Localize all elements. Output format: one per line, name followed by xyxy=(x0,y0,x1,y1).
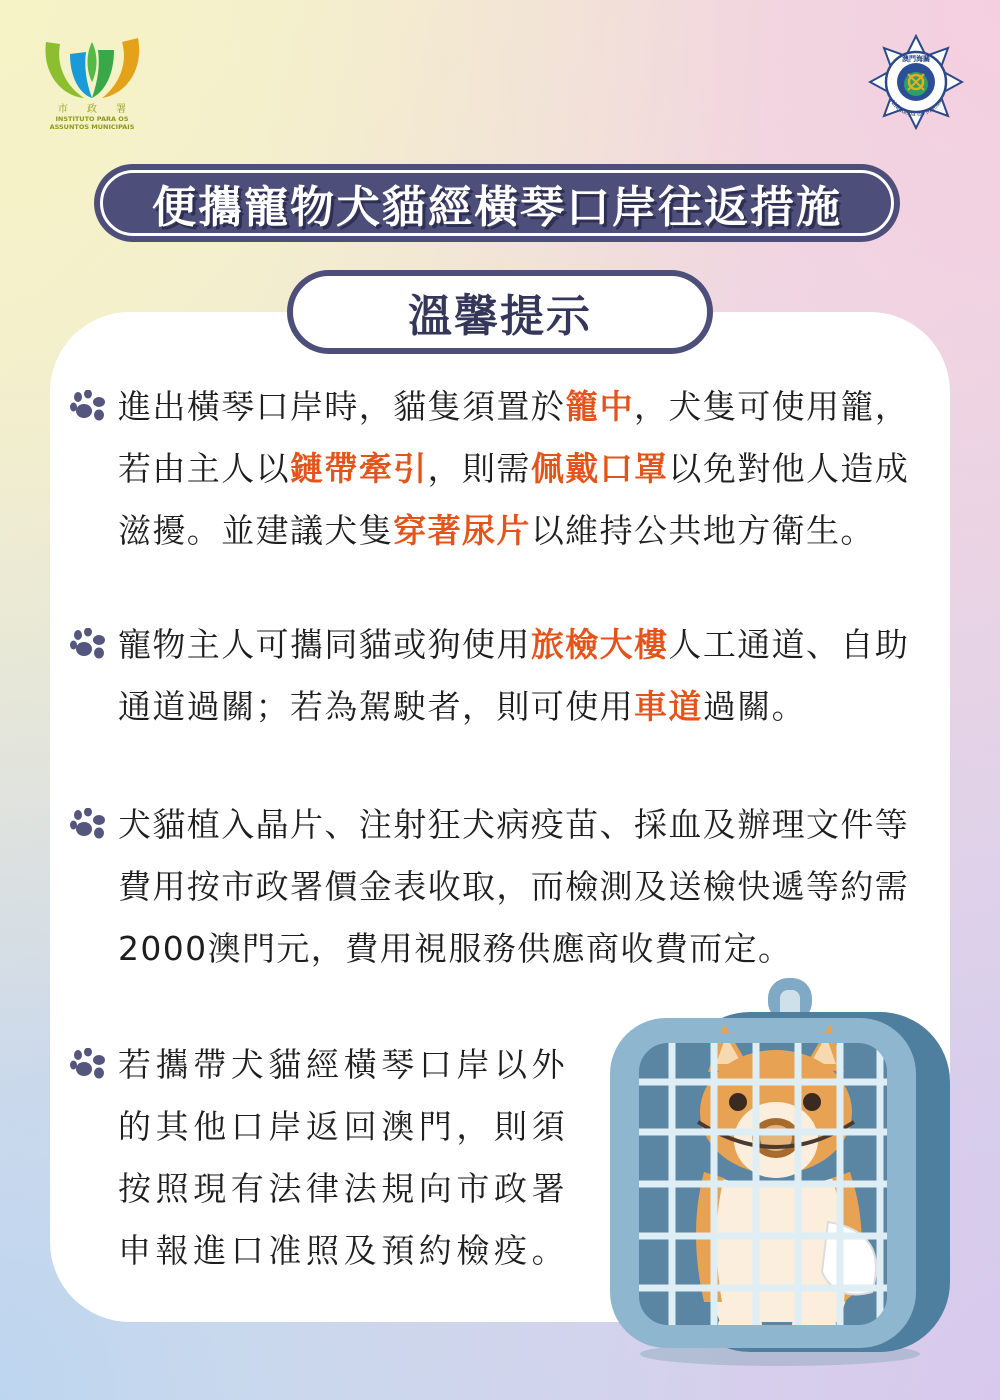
tip-line xyxy=(118,1034,569,1096)
page-title: 便攜寵物犬貓經橫琴口岸往返措施 xyxy=(152,182,842,233)
iam-emblem-icon xyxy=(40,34,144,104)
tip-text xyxy=(118,1034,569,1282)
highlighted-phrase: 車道 xyxy=(634,687,703,726)
paw-icon xyxy=(70,1048,106,1080)
tip-line xyxy=(118,1220,569,1282)
customs-name-chinese: 澳門海關 xyxy=(902,55,930,63)
customs-star-badge-icon xyxy=(868,34,964,130)
highlighted-phrase: 旅檢大樓 xyxy=(530,625,669,664)
text-run: ，則需 xyxy=(427,449,531,488)
text-run: 以維持公共地方衛生。 xyxy=(530,511,875,550)
highlighted-phrase: 佩戴口罩 xyxy=(530,449,669,488)
text-run: 犬貓植入晶片、注射狂犬病疫苗、採血及辦理文件等 xyxy=(118,805,910,844)
iam-name-portuguese-1: INSTITUTO PARA OS xyxy=(55,115,129,123)
tip-line xyxy=(118,376,909,438)
tip-text xyxy=(118,614,909,738)
tip-line xyxy=(118,500,909,562)
dog-carrier-illustration xyxy=(600,972,960,1372)
iam-name-portuguese-2: ASSUNTOS MUNICIPAIS xyxy=(49,123,135,131)
paw-icon xyxy=(70,390,106,422)
title-banner xyxy=(94,164,900,242)
text-run: 人工通道、自助 xyxy=(668,625,910,664)
text-run: 進出橫琴口岸時，貓隻須置於 xyxy=(118,387,566,426)
title-banner-inner-border xyxy=(100,170,894,236)
highlighted-phrase: 穿著尿片 xyxy=(393,511,531,550)
text-run: 費用按市政署價金表收取，而檢測及送檢快遞等約需 xyxy=(118,867,910,906)
tip-line xyxy=(118,1096,569,1158)
text-run: 申報進口准照及預約檢疫。 xyxy=(118,1231,570,1270)
customs-logo xyxy=(868,34,964,130)
tip-line xyxy=(118,1158,569,1220)
text-run: 若由主人以 xyxy=(118,449,290,488)
text-run: 以免對他人造成 xyxy=(668,449,910,488)
iam-name-chinese: 市 政 署 xyxy=(57,104,135,115)
subtitle-pill xyxy=(287,270,713,354)
text-run: 的其他口岸返回澳門，則須 xyxy=(118,1107,570,1146)
tip-text xyxy=(118,376,909,562)
tip-line xyxy=(118,856,909,918)
highlighted-phrase: 籠中 xyxy=(565,387,635,426)
text-run: 寵物主人可攜同貓或狗使用 xyxy=(118,625,531,664)
tip-line xyxy=(118,918,909,980)
paw-icon xyxy=(70,808,106,840)
tip-line xyxy=(118,438,909,500)
text-run: ，犬隻可使用籠， xyxy=(634,387,910,426)
paw-icon xyxy=(70,628,106,660)
customs-name-portuguese: Alfândega de Macau xyxy=(888,98,944,119)
text-run: 按照現有法律法規向市政署 xyxy=(118,1169,570,1208)
text-run: 若攜帶犬貓經橫琴口岸以外 xyxy=(118,1045,570,1084)
tip-line xyxy=(118,794,909,856)
tip-line xyxy=(118,614,909,676)
text-run: 通道過關；若為駕駛者，則可使用 xyxy=(118,687,634,726)
tip-text xyxy=(118,794,909,980)
iam-logo xyxy=(36,34,148,138)
tip-line xyxy=(118,676,909,738)
text-run: 滋擾。並建議犬隻 xyxy=(118,511,394,550)
text-run: 過關。 xyxy=(702,687,807,726)
highlighted-phrase: 鏈帶牽引 xyxy=(290,449,428,488)
text-run: 2000澳門元，費用視服務供應商收費而定。 xyxy=(118,929,793,968)
subtitle: 溫馨提示 xyxy=(408,291,592,342)
